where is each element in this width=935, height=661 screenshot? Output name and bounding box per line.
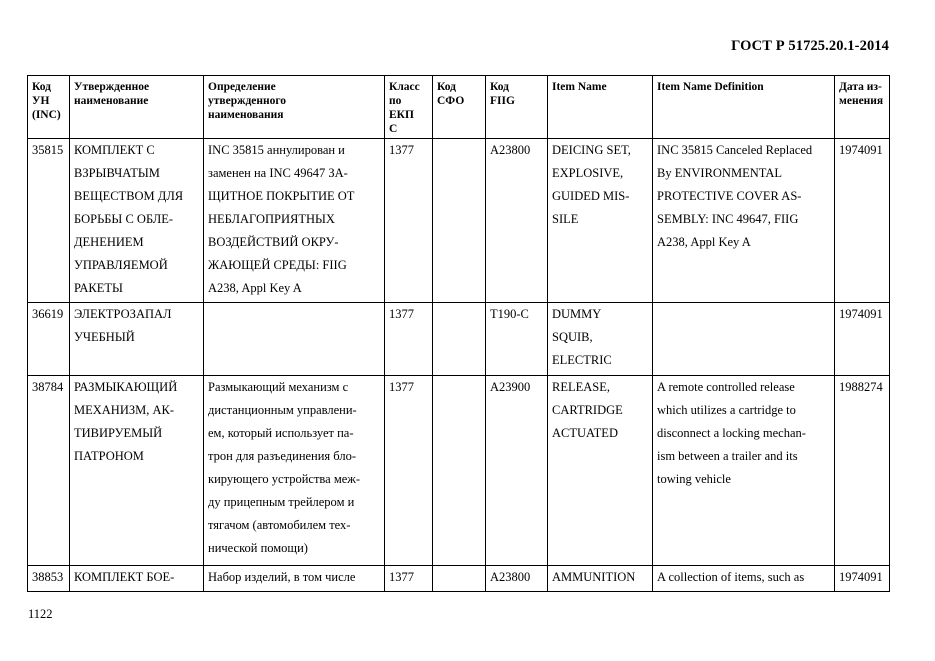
cell-fiig: T190-C (486, 303, 548, 376)
cell-class: 1377 (385, 566, 433, 592)
column-header-sfo: Код СФО (433, 76, 486, 139)
cell-class: 1377 (385, 303, 433, 376)
cell-class: 1377 (385, 376, 433, 566)
table-row (28, 303, 890, 376)
cell-name: КОМПЛЕКТ БОЕ- (70, 566, 204, 592)
column-header-name: Утвержденное наименование (70, 76, 204, 139)
cell-definition (204, 303, 385, 376)
column-header-class: Класс по ЕКП С (385, 76, 433, 139)
cell-item-definition: A collection of items, such as (653, 566, 835, 592)
cell-sfo (433, 566, 486, 592)
classification-table (27, 75, 890, 592)
cell-item-definition (653, 303, 835, 376)
cell-fiig: A23800 (486, 139, 548, 303)
cell-name: КОМПЛЕКТ С ВЗРЫВЧАТЫМ ВЕЩЕСТВОМ ДЛЯ БОРЬБЫ С ОБЛЕ- ДЕНЕНИЕМ УПРАВЛЯЕМОЙ РАКЕТЫ (70, 139, 204, 303)
column-header-item-name: Item Name (548, 76, 653, 139)
column-header-definition: Определение утвержденного наименования (204, 76, 385, 139)
header-row (28, 76, 890, 139)
cell-fiig: A23900 (486, 376, 548, 566)
cell-class: 1377 (385, 139, 433, 303)
table-row (28, 139, 890, 303)
cell-definition: Размыкающий механизм с дистанционным управлени- ем, который использует па- трон для разъединения бло- кирующего устройства меж- ду прицепным трейлером и тягачом (автомобилем тех- нической помощи) (204, 376, 385, 566)
cell-item-name: DUMMY SQUIB, ELECTRIC (548, 303, 653, 376)
cell-name: ЭЛЕКТРОЗАПАЛ УЧЕБНЫЙ (70, 303, 204, 376)
column-header-inc: Код УН (INC) (28, 76, 70, 139)
page-number: 1122 (28, 607, 53, 621)
document-title: ГОСТ Р 51725.20.1-2014 (731, 38, 889, 54)
cell-item-name: DEICING SET, EXPLOSIVE, GUIDED MIS- SILE (548, 139, 653, 303)
column-header-fiig: Код FIIG (486, 76, 548, 139)
cell-item-definition: A remote controlled release which utilizes a cartridge to disconnect a locking mechan- ism between a trailer and its towing vehicle (653, 376, 835, 566)
cell-date: 1988274 (835, 376, 890, 566)
table-row (28, 566, 890, 592)
cell-sfo (433, 303, 486, 376)
cell-item-name: AMMUNITION (548, 566, 653, 592)
cell-inc: 35815 (28, 139, 70, 303)
cell-date: 1974091 (835, 566, 890, 592)
table-row (28, 376, 890, 566)
cell-date: 1974091 (835, 303, 890, 376)
cell-name: РАЗМЫКАЮЩИЙ МЕХАНИЗМ, АК- ТИВИРУЕМЫЙ ПАТРОНОМ (70, 376, 204, 566)
cell-fiig: A23800 (486, 566, 548, 592)
cell-definition: INC 35815 аннулирован и заменен на INC 49647 ЗА- ЩИТНОЕ ПОКРЫТИЕ ОТ НЕБЛАГОПРИЯТНЫХ ВОЗДЕЙСТВИЙ ОКРУ- ЖАЮЩЕЙ СРЕДЫ: FIIG A238, Appl Key A (204, 139, 385, 303)
cell-inc: 36619 (28, 303, 70, 376)
cell-definition: Набор изделий, в том числе (204, 566, 385, 592)
cell-inc: 38784 (28, 376, 70, 566)
cell-inc: 38853 (28, 566, 70, 592)
cell-item-name: RELEASE, CARTRIDGE ACTUATED (548, 376, 653, 566)
cell-sfo (433, 139, 486, 303)
column-header-date: Дата из- менения (835, 76, 890, 139)
cell-date: 1974091 (835, 139, 890, 303)
cell-item-definition: INC 35815 Canceled Replaced By ENVIRONMENTAL PROTECTIVE COVER AS- SEMBLY: INC 49647, FIIG A238, Appl Key A (653, 139, 835, 303)
cell-sfo (433, 376, 486, 566)
column-header-item-definition: Item Name Definition (653, 76, 835, 139)
